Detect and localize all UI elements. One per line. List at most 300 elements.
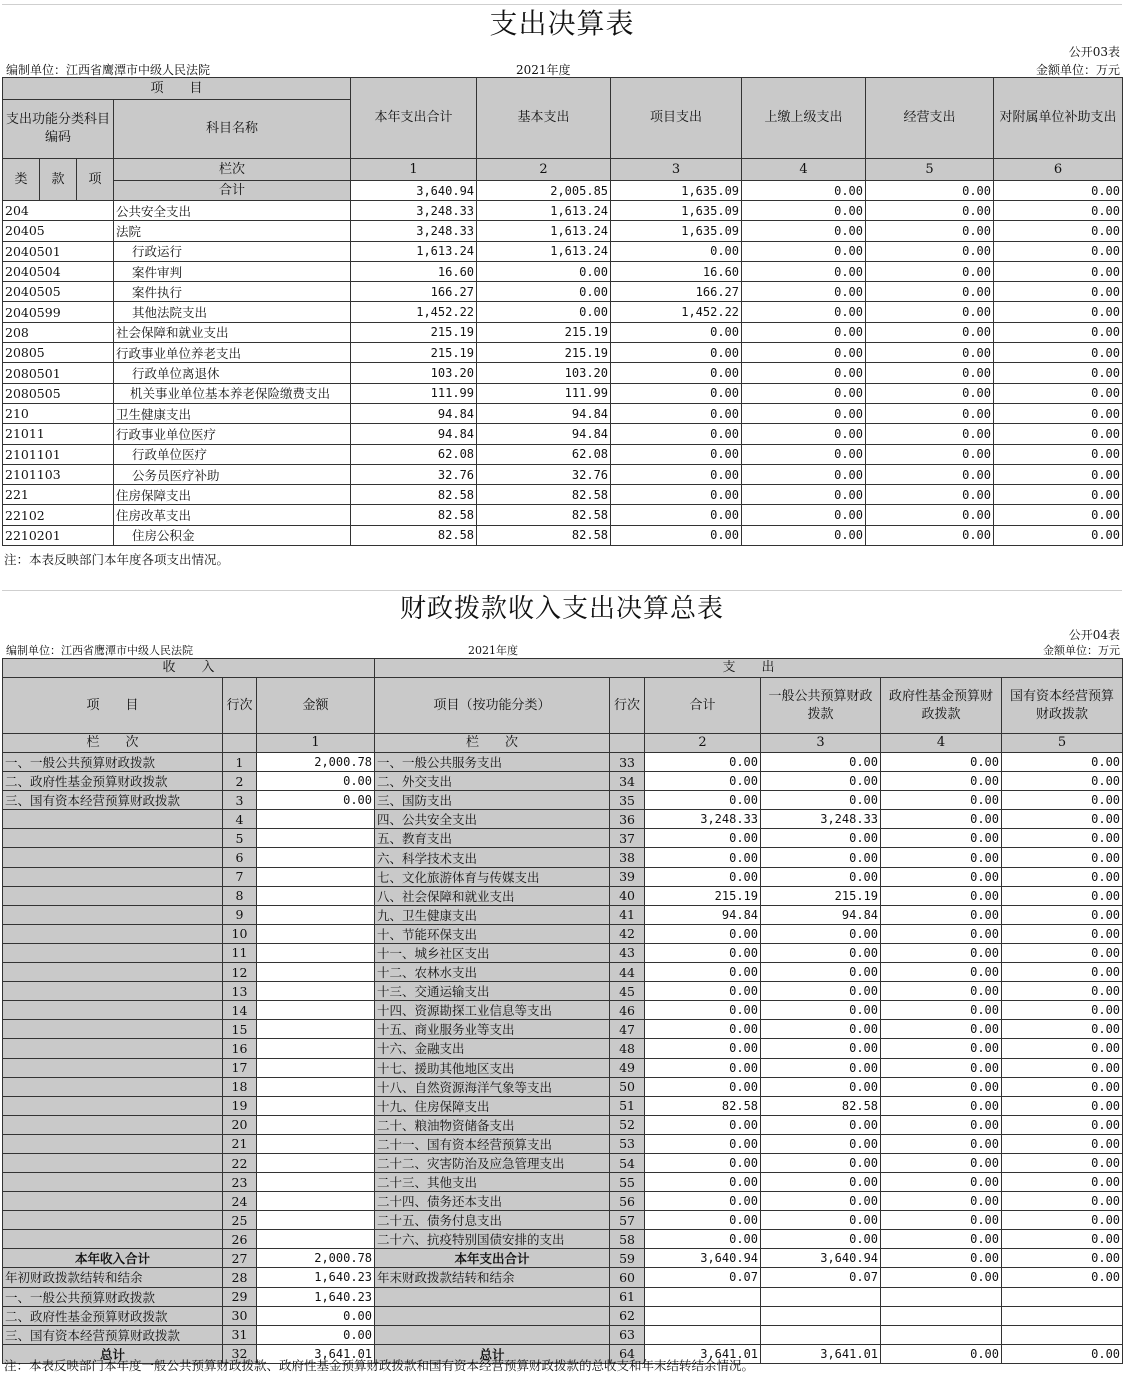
income-amount <box>257 1192 375 1211</box>
income-item <box>3 1115 223 1134</box>
income-item <box>3 982 223 1001</box>
expense-general: 0.00 <box>761 867 881 886</box>
expense-general: 0.00 <box>761 982 881 1001</box>
fiscal-row <box>3 1153 1123 1172</box>
row-val-1: 111.99 <box>351 383 477 403</box>
income-amount <box>257 867 375 886</box>
row-val-2: 1,613.24 <box>477 221 611 241</box>
expense-general: 0.00 <box>761 924 881 943</box>
expense-item: 二十四、债务还本支出 <box>375 1192 610 1211</box>
income-item <box>3 1192 223 1211</box>
expense-fund: 0.00 <box>881 963 1002 982</box>
expense-rowno: 42 <box>610 924 645 943</box>
income-amount <box>257 1020 375 1039</box>
row-val-4: 0.00 <box>742 343 866 363</box>
expense-rowno: 63 <box>610 1325 645 1344</box>
sum-out-no: 59 <box>610 1249 645 1268</box>
income-amount <box>257 1001 375 1020</box>
header-num-4: 4 <box>881 734 1002 753</box>
income-amount <box>257 1077 375 1096</box>
expense-total: 0.00 <box>645 791 761 810</box>
header-rowno: 行次 <box>223 678 257 734</box>
fiscal-row <box>3 943 1123 962</box>
income-item <box>3 810 223 829</box>
expense-fund: 0.00 <box>881 1001 1002 1020</box>
expense-state: 0.00 <box>1002 1153 1123 1172</box>
row-val-1: 215.19 <box>351 343 477 363</box>
row-val-5: 0.00 <box>866 363 994 383</box>
expense-rowno: 40 <box>610 886 645 905</box>
expense-rowno: 52 <box>610 1115 645 1134</box>
expense-state: 0.00 <box>1002 943 1123 962</box>
expense-state <box>1002 1325 1123 1344</box>
row-name: 卫生健康支出 <box>114 403 351 423</box>
expense-total: 0.00 <box>645 1192 761 1211</box>
row-val-2: 215.19 <box>477 322 611 342</box>
expense-total <box>645 1287 761 1306</box>
row-val-3: 1,635.09 <box>611 201 742 221</box>
grand-in-amt: 3,641.01 <box>257 1344 375 1363</box>
expense-general: 215.19 <box>761 886 881 905</box>
income-amount: 1,640.23 <box>257 1287 375 1306</box>
sheet2-amount-unit: 金额单位：万元 <box>1043 644 1120 657</box>
income-item <box>3 1058 223 1077</box>
income-amount <box>257 810 375 829</box>
total-val-1: 3,640.94 <box>351 181 477 201</box>
expenditure-rows <box>3 201 1123 546</box>
expense-general: 0.00 <box>761 791 881 810</box>
expense-rowno: 46 <box>610 1001 645 1020</box>
expense-state: 0.00 <box>1002 1001 1123 1020</box>
expense-item: 十二、农林水支出 <box>375 963 610 982</box>
expenditure-row <box>3 485 1123 505</box>
expense-rowno: 62 <box>610 1306 645 1325</box>
header-kuan: 款 <box>40 159 77 201</box>
expense-general: 94.84 <box>761 905 881 924</box>
expense-total: 0.00 <box>645 924 761 943</box>
expense-fund: 0.00 <box>881 924 1002 943</box>
row-val-1: 3,248.33 <box>351 221 477 241</box>
fiscal-row <box>3 772 1123 791</box>
row-code: 20805 <box>3 343 114 363</box>
expense-rowno: 49 <box>610 1058 645 1077</box>
expense-rowno: 57 <box>610 1211 645 1230</box>
row-val-6: 0.00 <box>994 444 1123 464</box>
fiscal-rows <box>3 753 1123 1249</box>
row-val-1: 32.76 <box>351 464 477 484</box>
header-col-3: 项目支出 <box>611 78 742 159</box>
income-item: 三、国有资本经营预算财政拨款 <box>3 1325 223 1344</box>
row-name: 住房公积金 <box>114 525 351 545</box>
row-name: 住房保障支出 <box>114 485 351 505</box>
expense-general: 0.00 <box>761 1001 881 1020</box>
expense-fund: 0.00 <box>881 1020 1002 1039</box>
expense-rowno: 53 <box>610 1134 645 1153</box>
expense-general: 0.00 <box>761 848 881 867</box>
row-val-5: 0.00 <box>866 241 994 261</box>
expense-general: 0.00 <box>761 1039 881 1058</box>
row-name: 机关事业单位基本养老保险缴费支出 <box>114 383 351 403</box>
income-rowno: 7 <box>223 867 257 886</box>
row-val-6: 0.00 <box>994 485 1123 505</box>
income-rowno: 22 <box>223 1153 257 1172</box>
expense-general: 0.00 <box>761 1077 881 1096</box>
expense-item: 十八、自然资源海洋气象等支出 <box>375 1077 610 1096</box>
row-val-1: 94.84 <box>351 424 477 444</box>
expenditure-row <box>3 383 1123 403</box>
row-val-2: 0.00 <box>477 261 611 281</box>
row-val-6: 0.00 <box>994 505 1123 525</box>
row-val-5: 0.00 <box>866 424 994 444</box>
expense-item <box>375 1325 610 1344</box>
expense-fund <box>881 1306 1002 1325</box>
expense-fund: 0.00 <box>881 982 1002 1001</box>
expense-rowno: 51 <box>610 1096 645 1115</box>
expense-fund: 0.00 <box>881 867 1002 886</box>
sum-out-v3: 0.00 <box>881 1249 1002 1268</box>
income-rowno: 17 <box>223 1058 257 1077</box>
expense-rowno: 56 <box>610 1192 645 1211</box>
row-val-5: 0.00 <box>866 343 994 363</box>
income-rowno: 21 <box>223 1134 257 1153</box>
row-val-3: 0.00 <box>611 363 742 383</box>
row-code: 2101101 <box>3 444 114 464</box>
row-val-1: 62.08 <box>351 444 477 464</box>
row-val-4: 0.00 <box>742 241 866 261</box>
carry-rows <box>3 1268 1123 1344</box>
income-item <box>3 848 223 867</box>
sheet1-year: 2021年度 <box>516 63 571 77</box>
expense-rowno: 35 <box>610 791 645 810</box>
row-code: 2080505 <box>3 383 114 403</box>
income-item <box>3 924 223 943</box>
expense-total: 0.00 <box>645 1039 761 1058</box>
row-val-6: 0.00 <box>994 424 1123 444</box>
expense-general: 3,248.33 <box>761 810 881 829</box>
grand-out-no: 64 <box>610 1344 645 1363</box>
fiscal-row <box>3 810 1123 829</box>
expense-total: 215.19 <box>645 886 761 905</box>
header-state: 国有资本经营预算财政拨款 <box>1002 678 1123 734</box>
header-num-2: 2 <box>645 734 761 753</box>
expense-total <box>645 1325 761 1344</box>
income-rowno: 1 <box>223 753 257 772</box>
fiscal-row <box>3 848 1123 867</box>
expense-fund: 0.00 <box>881 791 1002 810</box>
expense-state: 0.00 <box>1002 1211 1123 1230</box>
expense-total: 0.00 <box>645 1058 761 1077</box>
expense-item: 十九、住房保障支出 <box>375 1096 610 1115</box>
expense-total: 0.00 <box>645 1211 761 1230</box>
income-item: 年初财政拨款结转和结余 <box>3 1268 223 1287</box>
header-col-4: 上缴上级支出 <box>742 78 866 159</box>
expense-total: 0.00 <box>645 943 761 962</box>
row-val-2: 62.08 <box>477 444 611 464</box>
expense-fund: 0.00 <box>881 905 1002 924</box>
expense-state: 0.00 <box>1002 829 1123 848</box>
income-rowno: 28 <box>223 1268 257 1287</box>
row-val-6: 0.00 <box>994 302 1123 322</box>
header-lanci2: 栏 次 <box>375 734 610 753</box>
income-rowno: 25 <box>223 1211 257 1230</box>
total-val-6: 0.00 <box>994 181 1123 201</box>
row-val-5: 0.00 <box>866 464 994 484</box>
expenditure-row <box>3 444 1123 464</box>
fiscal-row <box>3 1115 1123 1134</box>
expense-state: 0.00 <box>1002 1192 1123 1211</box>
row-val-6: 0.00 <box>994 322 1123 342</box>
expense-general: 0.00 <box>761 943 881 962</box>
row-name: 公务员医疗补助 <box>114 464 351 484</box>
income-amount <box>257 1058 375 1077</box>
income-amount <box>257 943 375 962</box>
income-rowno: 6 <box>223 848 257 867</box>
income-rowno: 29 <box>223 1287 257 1306</box>
header-num-5: 5 <box>866 159 994 181</box>
expense-rowno: 41 <box>610 905 645 924</box>
income-amount <box>257 1211 375 1230</box>
expense-total: 0.07 <box>645 1268 761 1287</box>
expense-fund <box>881 1287 1002 1306</box>
expense-state: 0.00 <box>1002 963 1123 982</box>
income-rowno: 23 <box>223 1173 257 1192</box>
row-val-2: 111.99 <box>477 383 611 403</box>
row-val-2: 1,613.24 <box>477 201 611 221</box>
income-rowno: 5 <box>223 829 257 848</box>
row-val-5: 0.00 <box>866 261 994 281</box>
row-code: 2040599 <box>3 302 114 322</box>
row-val-6: 0.00 <box>994 241 1123 261</box>
expense-total: 0.00 <box>645 829 761 848</box>
expense-rowno: 50 <box>610 1077 645 1096</box>
row-name: 住房改革支出 <box>114 505 351 525</box>
row-val-6: 0.00 <box>994 383 1123 403</box>
expenditure-row <box>3 302 1123 322</box>
fiscal-row <box>3 867 1123 886</box>
row-val-5: 0.00 <box>866 444 994 464</box>
row-name: 法院 <box>114 221 351 241</box>
fiscal-row <box>3 982 1123 1001</box>
grand-out-v2: 3,641.01 <box>761 1344 881 1363</box>
row-val-3: 0.00 <box>611 525 742 545</box>
expense-state: 0.00 <box>1002 867 1123 886</box>
row-val-4: 0.00 <box>742 363 866 383</box>
expense-total: 0.00 <box>645 1020 761 1039</box>
sheet1-unit: 编制单位：江西省鹰潭市中级人民法院 <box>6 63 211 77</box>
fiscal-row <box>3 1096 1123 1115</box>
expense-total: 0.00 <box>645 1115 761 1134</box>
expense-general: 0.00 <box>761 1153 881 1172</box>
row-val-6: 0.00 <box>994 221 1123 241</box>
expense-item: 四、公共安全支出 <box>375 810 610 829</box>
expense-fund: 0.00 <box>881 1211 1002 1230</box>
expense-state: 0.00 <box>1002 982 1123 1001</box>
total-val-4: 0.00 <box>742 181 866 201</box>
header-code: 支出功能分类科目编码 <box>3 100 114 159</box>
expense-fund: 0.00 <box>881 810 1002 829</box>
header-num-4: 4 <box>742 159 866 181</box>
expenditure-row <box>3 201 1123 221</box>
sheet1-amount-unit: 金额单位：万元 <box>1035 63 1120 77</box>
expenditure-row <box>3 261 1123 281</box>
income-rowno: 19 <box>223 1096 257 1115</box>
fiscal-row <box>3 924 1123 943</box>
expense-total: 0.00 <box>645 1230 761 1249</box>
expense-state <box>1002 1306 1123 1325</box>
income-rowno: 4 <box>223 810 257 829</box>
sum-in-amt: 2,000.78 <box>257 1249 375 1268</box>
header-name: 科目名称 <box>114 100 351 159</box>
expense-item: 十四、资源勘探工业信息等支出 <box>375 1001 610 1020</box>
row-val-2: 82.58 <box>477 505 611 525</box>
expense-item: 九、卫生健康支出 <box>375 905 610 924</box>
expenditure-table <box>2 77 1123 546</box>
row-val-1: 1,613.24 <box>351 241 477 261</box>
income-item <box>3 1096 223 1115</box>
expense-rowno: 34 <box>610 772 645 791</box>
expense-total: 0.00 <box>645 1173 761 1192</box>
expense-rowno: 55 <box>610 1173 645 1192</box>
grand-out-label: 总计 <box>375 1344 610 1363</box>
fiscal-row <box>3 1211 1123 1230</box>
row-val-2: 94.84 <box>477 424 611 444</box>
row-val-3: 1,635.09 <box>611 221 742 241</box>
expense-rowno: 54 <box>610 1153 645 1172</box>
expense-state: 0.00 <box>1002 848 1123 867</box>
income-amount: 0.00 <box>257 772 375 791</box>
sheet2-note: 注：本表反映部门本年度一般公共预算财政拨款、政府性基金预算财政拨款和国有资本经营预算财政拨款的总收支和年末结转结余情况。 <box>4 1358 755 1373</box>
expense-rowno: 33 <box>610 753 645 772</box>
income-rowno: 13 <box>223 982 257 1001</box>
sheet1-note: 注：本表反映部门本年度各项支出情况。 <box>4 552 230 567</box>
expenditure-row <box>3 322 1123 342</box>
total-val-5: 0.00 <box>866 181 994 201</box>
fiscal-row <box>3 791 1123 810</box>
income-amount <box>257 829 375 848</box>
expense-rowno: 45 <box>610 982 645 1001</box>
income-item <box>3 1077 223 1096</box>
expense-fund: 0.00 <box>881 1192 1002 1211</box>
expense-item: 八、社会保障和就业支出 <box>375 886 610 905</box>
sum-out-v4: 0.00 <box>1002 1249 1123 1268</box>
fiscal-row <box>3 753 1123 772</box>
header-item-func: 项目（按功能分类） <box>375 678 610 734</box>
expense-item: 十五、商业服务业等支出 <box>375 1020 610 1039</box>
sheet2-form-code: 公开04表 <box>1068 628 1120 642</box>
row-code: 21011 <box>3 424 114 444</box>
income-item: 一、一般公共预算财政拨款 <box>3 1287 223 1306</box>
fiscal-row <box>3 1173 1123 1192</box>
fiscal-row <box>3 1134 1123 1153</box>
row-val-5: 0.00 <box>866 383 994 403</box>
row-code: 210 <box>3 403 114 423</box>
row-val-3: 1,452.22 <box>611 302 742 322</box>
income-amount: 0.00 <box>257 791 375 810</box>
row-code: 2040504 <box>3 261 114 281</box>
row-val-1: 16.60 <box>351 261 477 281</box>
header-amount: 金额 <box>257 678 375 734</box>
grand-out-v4: 0.00 <box>1002 1344 1123 1363</box>
expense-total <box>645 1306 761 1325</box>
expense-fund: 0.00 <box>881 1230 1002 1249</box>
row-val-4: 0.00 <box>742 485 866 505</box>
row-val-5: 0.00 <box>866 403 994 423</box>
expense-state: 0.00 <box>1002 1134 1123 1153</box>
income-item <box>3 1211 223 1230</box>
income-amount: 0.00 <box>257 1325 375 1344</box>
expense-rowno: 58 <box>610 1230 645 1249</box>
row-code: 2210201 <box>3 525 114 545</box>
income-amount <box>257 1039 375 1058</box>
row-code: 2040501 <box>3 241 114 261</box>
income-rowno: 8 <box>223 886 257 905</box>
expense-item: 五、教育支出 <box>375 829 610 848</box>
expense-state: 0.00 <box>1002 1230 1123 1249</box>
row-val-5: 0.00 <box>866 525 994 545</box>
expense-fund <box>881 1325 1002 1344</box>
expense-item: 一、一般公共服务支出 <box>375 753 610 772</box>
income-item <box>3 1020 223 1039</box>
expense-item <box>375 1306 610 1325</box>
row-val-1: 215.19 <box>351 322 477 342</box>
expense-fund: 0.00 <box>881 1134 1002 1153</box>
income-rowno: 11 <box>223 943 257 962</box>
expenditure-row <box>3 424 1123 444</box>
row-val-6: 0.00 <box>994 403 1123 423</box>
header-blank <box>223 734 257 753</box>
row-name: 案件审判 <box>114 261 351 281</box>
row-val-6: 0.00 <box>994 201 1123 221</box>
income-amount <box>257 905 375 924</box>
expense-fund: 0.00 <box>881 1096 1002 1115</box>
income-item: 二、政府性基金预算财政拨款 <box>3 1306 223 1325</box>
fiscal-row <box>3 905 1123 924</box>
fiscal-row <box>3 1268 1123 1287</box>
header-num-1: 1 <box>351 159 477 181</box>
row-val-3: 0.00 <box>611 241 742 261</box>
income-amount <box>257 1096 375 1115</box>
row-val-1: 82.58 <box>351 505 477 525</box>
expense-total: 0.00 <box>645 867 761 886</box>
expenditure-row <box>3 363 1123 383</box>
sum-out-v2: 3,640.94 <box>761 1249 881 1268</box>
fiscal-row <box>3 1039 1123 1058</box>
header-col-2: 基本支出 <box>477 78 611 159</box>
expense-item: 二十五、债务付息支出 <box>375 1211 610 1230</box>
fiscal-row <box>3 886 1123 905</box>
row-val-3: 0.00 <box>611 505 742 525</box>
income-amount <box>257 1173 375 1192</box>
expense-rowno: 44 <box>610 963 645 982</box>
expense-general: 0.00 <box>761 1020 881 1039</box>
income-amount <box>257 982 375 1001</box>
row-name: 公共安全支出 <box>114 201 351 221</box>
expense-item: 二十六、抗疫特别国债安排的支出 <box>375 1230 610 1249</box>
income-amount <box>257 848 375 867</box>
fiscal-summary-table <box>2 658 1123 1364</box>
income-item: 三、国有资本经营预算财政拨款 <box>3 791 223 810</box>
row-val-3: 0.00 <box>611 322 742 342</box>
income-amount <box>257 1153 375 1172</box>
expense-item: 六、科学技术支出 <box>375 848 610 867</box>
expense-fund: 0.00 <box>881 1077 1002 1096</box>
row-val-3: 0.00 <box>611 403 742 423</box>
income-rowno: 18 <box>223 1077 257 1096</box>
expense-fund: 0.00 <box>881 1268 1002 1287</box>
fiscal-row <box>3 1020 1123 1039</box>
header-item: 项 目 <box>3 78 351 100</box>
row-val-4: 0.00 <box>742 221 866 241</box>
